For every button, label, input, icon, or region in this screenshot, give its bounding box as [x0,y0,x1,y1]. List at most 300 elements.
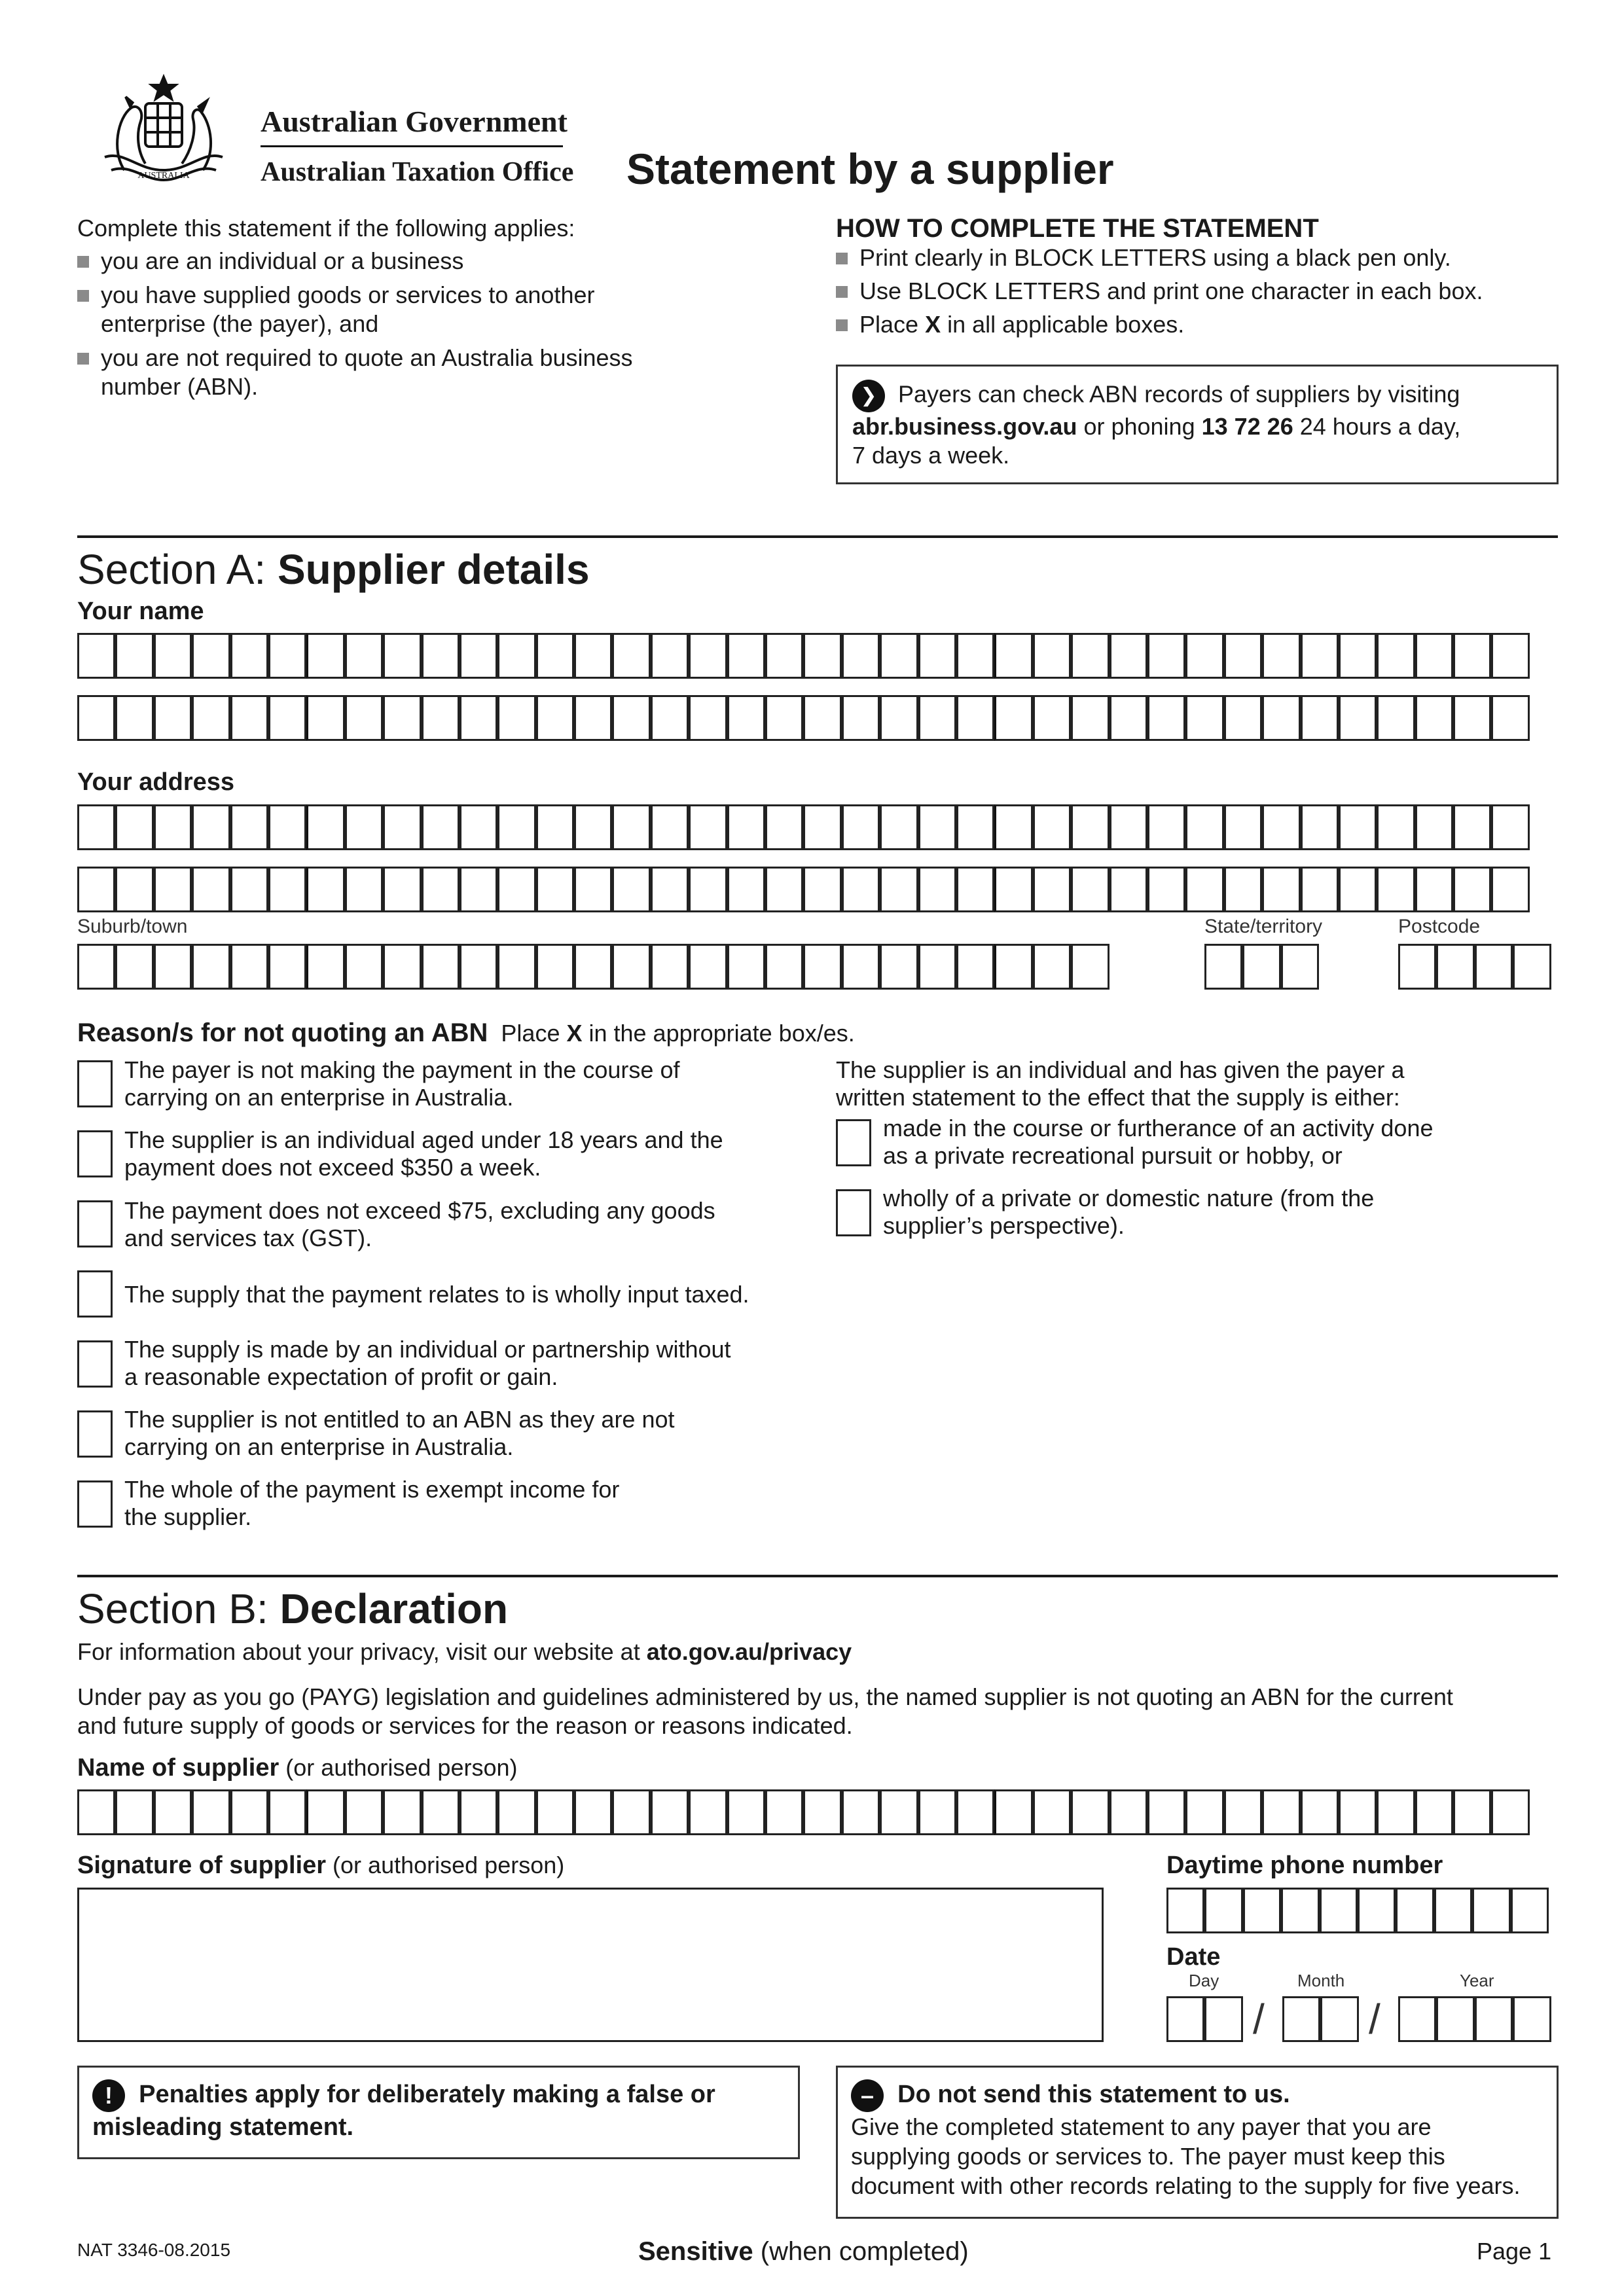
char-box[interactable] [727,867,765,912]
char-box[interactable] [689,633,727,679]
day-label: Day [1189,1971,1219,1990]
char-box[interactable] [1358,1888,1396,1933]
char-box[interactable] [1071,944,1109,990]
char-box[interactable] [956,695,994,741]
char-box[interactable] [918,944,956,990]
reason-checkbox-1[interactable] [77,1060,113,1107]
char-box[interactable] [1147,804,1185,850]
char-box[interactable] [918,633,956,679]
char-box[interactable] [1415,867,1453,912]
char-box[interactable] [803,695,841,741]
char-box[interactable] [306,867,344,912]
char-box[interactable] [689,1789,727,1835]
char-box[interactable] [345,944,383,990]
char-box[interactable] [1185,633,1223,679]
char-box[interactable] [422,633,460,679]
char-box[interactable] [803,633,841,679]
reason-heading: Reason/s for not quoting an ABN Place X in the appropriate box/es. [77,1018,855,1047]
char-box[interactable] [268,633,306,679]
char-box[interactable] [1475,1996,1513,2042]
char-box[interactable] [77,633,115,679]
individual-statement-intro: The supplier is an individual and has given the payer a written statement to the effect that the supply is either: [836,1056,1405,1111]
char-box[interactable] [1071,633,1109,679]
char-box[interactable] [880,633,918,679]
char-box[interactable] [154,633,192,679]
char-box[interactable] [880,695,918,741]
char-box[interactable] [574,1789,612,1835]
char-box[interactable] [77,1789,115,1835]
reason-option-hobby: made in the course or furtherance of an activity done as a private recreational pursuit or hobby, or [883,1115,1434,1169]
char-box[interactable] [612,633,650,679]
date-label: Date [1166,1943,1221,1971]
char-box[interactable] [230,944,268,990]
section-b-title: Section B: Declaration [77,1585,509,1632]
char-box[interactable] [1453,867,1491,912]
char-box[interactable] [918,804,956,850]
char-box[interactable] [689,695,727,741]
char-box[interactable] [574,633,612,679]
penalty-notice: ! Penalties apply for deliberately making a false or misleading statement. [77,2066,800,2159]
abn-info-line2: abr.business.gov.au or phoning 13 72 26 24 hours a day, [852,413,1461,440]
char-box[interactable] [842,867,880,912]
char-box[interactable] [1033,695,1071,741]
char-box[interactable] [1185,804,1223,850]
char-box[interactable] [574,804,612,850]
intro-lead: Complete this statement if the following applies: [77,215,575,242]
char-box[interactable] [651,944,689,990]
form-code: NAT 3346-08.2015 [77,2240,231,2260]
char-box[interactable] [1434,1888,1472,1933]
char-box[interactable] [115,695,153,741]
char-box[interactable] [727,1789,765,1835]
char-box[interactable] [803,804,841,850]
char-box[interactable] [1110,633,1147,679]
char-box[interactable] [1377,867,1415,912]
char-box[interactable] [651,1789,689,1835]
char-box[interactable] [1071,695,1109,741]
char-box[interactable] [422,1789,460,1835]
char-box[interactable] [497,867,535,912]
char-box[interactable] [460,867,497,912]
char-box[interactable] [765,695,803,741]
char-box[interactable] [1185,867,1223,912]
how-to-item: Print clearly in BLOCK LETTERS using a black pen only. [836,243,1562,272]
logo-divider [261,145,563,147]
char-box[interactable] [612,804,650,850]
char-box[interactable] [1436,1996,1474,2042]
char-box[interactable] [422,944,460,990]
char-box[interactable] [1491,867,1529,912]
char-box[interactable] [1415,633,1453,679]
char-box[interactable] [192,633,230,679]
char-box[interactable] [1453,1789,1491,1835]
char-box[interactable] [460,804,497,850]
char-box[interactable] [956,944,994,990]
char-box[interactable] [345,633,383,679]
char-box[interactable] [497,633,535,679]
char-box[interactable] [383,1789,421,1835]
char-box[interactable] [230,804,268,850]
char-box[interactable] [994,633,1032,679]
char-box[interactable] [1262,695,1300,741]
char-box[interactable] [154,944,192,990]
char-box[interactable] [306,695,344,741]
char-box[interactable] [1339,695,1377,741]
char-box[interactable] [956,1789,994,1835]
char-box[interactable] [689,944,727,990]
char-box[interactable] [918,867,956,912]
char-box[interactable] [1398,944,1436,990]
char-box[interactable] [1453,804,1491,850]
char-box[interactable] [574,867,612,912]
char-box[interactable] [1185,1789,1223,1835]
char-box[interactable] [1262,633,1300,679]
char-box[interactable] [574,695,612,741]
char-box[interactable] [727,633,765,679]
address-line-2-boxes[interactable] [77,867,1530,912]
char-box[interactable] [765,867,803,912]
char-box[interactable] [1339,867,1377,912]
char-box[interactable] [1243,1888,1281,1933]
char-box[interactable] [765,944,803,990]
reason-option-1: The payer is not making the payment in the course of carrying on an enterprise in Australia. [124,1056,680,1111]
char-box[interactable] [765,1789,803,1835]
char-box[interactable] [1377,804,1415,850]
char-box[interactable] [115,804,153,850]
char-box[interactable] [1033,633,1071,679]
char-box[interactable] [1262,867,1300,912]
char-box[interactable] [994,944,1032,990]
char-box[interactable] [1110,1789,1147,1835]
char-box[interactable] [268,944,306,990]
reason-checkbox-2[interactable] [77,1130,113,1177]
char-box[interactable] [306,804,344,850]
char-box[interactable] [842,695,880,741]
char-box[interactable] [1224,804,1262,850]
char-box[interactable] [192,804,230,850]
char-box[interactable] [803,944,841,990]
char-box[interactable] [1513,944,1551,990]
char-box[interactable] [1147,867,1185,912]
char-box[interactable] [1110,695,1147,741]
state-boxes[interactable] [1204,944,1319,990]
date-day-boxes[interactable] [1166,1996,1243,2042]
char-box[interactable] [956,804,994,850]
char-box[interactable] [727,944,765,990]
char-box[interactable] [842,1789,880,1835]
char-box[interactable] [497,804,535,850]
name-line-2-boxes[interactable] [77,695,1530,741]
char-box[interactable] [1491,1789,1529,1835]
char-box[interactable] [1262,1789,1300,1835]
char-box[interactable] [1475,944,1513,990]
no-entry-icon: – [851,2079,884,2112]
char-box[interactable] [1491,804,1529,850]
char-box[interactable] [1453,633,1491,679]
char-box[interactable] [383,695,421,741]
char-box[interactable] [77,695,115,741]
char-box[interactable] [1204,944,1242,990]
char-box[interactable] [842,804,880,850]
how-to-item: Use BLOCK LETTERS and print one character in each box. [836,277,1562,306]
char-box[interactable] [651,867,689,912]
char-box[interactable] [230,695,268,741]
char-box[interactable] [1204,1888,1242,1933]
char-box[interactable] [651,804,689,850]
char-box[interactable] [154,804,192,850]
char-box[interactable] [727,804,765,850]
year-label: Year [1460,1971,1494,1990]
char-box[interactable] [651,633,689,679]
abr-link[interactable]: abr.business.gov.au [852,413,1077,440]
char-box[interactable] [994,1789,1032,1835]
payg-text: Under pay as you go (PAYG) legislation and guidelines administered by us, the named supplier is not quoting an ABN for the current and future supply of goods or services for the reason or reasons indicated. [77,1683,1453,1739]
char-box[interactable] [1339,633,1377,679]
section-b-rule [77,1575,1558,1577]
reason-checkbox-6[interactable] [77,1410,113,1458]
char-box[interactable] [1071,804,1109,850]
char-box[interactable] [1415,695,1453,741]
date-slash: / [1369,1996,1380,2043]
char-box[interactable] [612,944,650,990]
char-box[interactable] [727,695,765,741]
char-box[interactable] [497,695,535,741]
char-box[interactable] [460,695,497,741]
char-box[interactable] [383,944,421,990]
reason-option-4: The supply that the payment relates to is wholly input taxed. [124,1281,749,1308]
char-box[interactable] [268,1789,306,1835]
char-box[interactable] [154,695,192,741]
char-box[interactable] [1033,944,1071,990]
address-line-1-boxes[interactable] [77,804,1530,850]
char-box[interactable] [460,944,497,990]
char-box[interactable] [1110,804,1147,850]
char-box[interactable] [689,867,727,912]
reason-checkbox-4[interactable] [77,1270,113,1318]
char-box[interactable] [1301,695,1339,741]
date-year-boxes[interactable] [1398,1996,1551,2042]
char-box[interactable] [345,695,383,741]
char-box[interactable] [994,695,1032,741]
char-box[interactable] [77,867,115,912]
section-a-rule [77,535,1558,538]
char-box[interactable] [842,633,880,679]
signature-box[interactable] [77,1888,1104,2042]
exclamation-icon: ! [92,2079,125,2112]
char-box[interactable] [115,867,153,912]
char-box[interactable] [612,695,650,741]
date-month-boxes[interactable] [1282,1996,1359,2042]
char-box[interactable] [192,695,230,741]
char-box[interactable] [880,804,918,850]
char-box[interactable] [1033,867,1071,912]
char-box[interactable] [115,633,153,679]
char-box[interactable] [192,1789,230,1835]
supplier-name-boxes[interactable] [77,1789,1530,1835]
char-box[interactable] [1339,804,1377,850]
char-box[interactable] [345,804,383,850]
char-box[interactable] [536,1789,574,1835]
char-box[interactable] [651,695,689,741]
char-box[interactable] [880,867,918,912]
govt-name: Australian Government [261,105,568,138]
char-box[interactable] [1453,695,1491,741]
char-box[interactable] [1147,633,1185,679]
char-box[interactable] [497,944,535,990]
sensitive-marking: Sensitive (when completed) [638,2237,969,2266]
char-box[interactable] [1033,804,1071,850]
privacy-link[interactable]: ato.gov.au/privacy [646,1638,852,1665]
char-box[interactable] [1242,944,1280,990]
char-box[interactable] [1320,1888,1358,1933]
char-box[interactable] [956,867,994,912]
char-box[interactable] [1415,804,1453,850]
abn-info-line3: 7 days a week. [852,442,1010,469]
char-box[interactable] [994,867,1032,912]
postcode-boxes[interactable] [1398,944,1551,990]
reason-checkbox-7[interactable] [77,1480,113,1528]
char-box[interactable] [383,867,421,912]
char-box[interactable] [115,1789,153,1835]
char-box[interactable] [880,944,918,990]
char-box[interactable] [154,867,192,912]
char-box[interactable] [1071,867,1109,912]
char-box[interactable] [803,1789,841,1835]
char-box[interactable] [689,804,727,850]
char-box[interactable] [1071,1789,1109,1835]
phone-label: Daytime phone number [1166,1852,1443,1879]
char-box[interactable] [230,1789,268,1835]
char-box[interactable] [115,944,153,990]
char-box[interactable] [422,867,460,912]
char-box[interactable] [306,1789,344,1835]
char-box[interactable] [1166,1888,1204,1933]
your-address-label: Your address [77,768,235,796]
char-box[interactable] [1301,1789,1339,1835]
char-box[interactable] [192,944,230,990]
char-box[interactable] [460,633,497,679]
char-box[interactable] [1262,804,1300,850]
char-box[interactable] [994,804,1032,850]
char-box[interactable] [612,1789,650,1835]
reason-checkbox-hobby[interactable] [836,1119,871,1166]
suburb-boxes[interactable] [77,944,1110,990]
char-box[interactable] [1339,1789,1377,1835]
reason-checkbox-3[interactable] [77,1200,113,1247]
char-box[interactable] [1301,804,1339,850]
char-box[interactable] [1110,867,1147,912]
char-box[interactable] [1377,695,1415,741]
char-box[interactable] [536,633,574,679]
char-box[interactable] [497,1789,535,1835]
do-not-send-notice: – Do not send this statement to us. Give the completed statement to any payer that you are supplying goods or services to. The payer must keep this document with other records relating to the supply for five years. [836,2066,1559,2219]
reason-checkbox-5[interactable] [77,1340,113,1388]
char-box[interactable] [306,633,344,679]
char-box[interactable] [306,944,344,990]
char-box[interactable] [268,695,306,741]
char-box[interactable] [1511,1888,1549,1933]
char-box[interactable] [1436,944,1474,990]
char-box[interactable] [1282,1996,1320,2042]
char-box[interactable] [345,1789,383,1835]
char-box[interactable] [268,804,306,850]
char-box[interactable] [1033,1789,1071,1835]
char-box[interactable] [422,804,460,850]
char-box[interactable] [1396,1888,1434,1933]
char-box[interactable] [1491,695,1529,741]
char-box[interactable] [1185,695,1223,741]
char-box[interactable] [230,867,268,912]
char-box[interactable] [765,633,803,679]
char-box[interactable] [268,867,306,912]
char-box[interactable] [192,867,230,912]
char-box[interactable] [803,867,841,912]
char-box[interactable] [1166,1996,1204,2042]
char-box[interactable] [1147,1789,1185,1835]
char-box[interactable] [1415,1789,1453,1835]
char-box[interactable] [1301,867,1339,912]
char-box[interactable] [1377,633,1415,679]
char-box[interactable] [1281,1888,1319,1933]
char-box[interactable] [1224,867,1262,912]
char-box[interactable] [383,633,421,679]
char-box[interactable] [956,633,994,679]
char-box[interactable] [765,804,803,850]
char-box[interactable] [383,804,421,850]
char-box[interactable] [1377,1789,1415,1835]
reason-checkbox-private[interactable] [836,1189,871,1236]
char-box[interactable] [1320,1996,1358,2042]
date-slash: / [1253,1996,1265,2043]
char-box[interactable] [536,944,574,990]
char-box[interactable] [918,695,956,741]
char-box[interactable] [1281,944,1319,990]
section-a-title: Section A: Supplier details [77,546,590,593]
abn-info-line1: ❯ Payers can check ABN records of suppliers by visiting [852,380,1542,412]
char-box[interactable] [536,867,574,912]
char-box[interactable] [1301,633,1339,679]
char-box[interactable] [1224,1789,1262,1835]
char-box[interactable] [1513,1996,1551,2042]
char-box[interactable] [918,1789,956,1835]
name-line-1-boxes[interactable] [77,633,1530,679]
char-box[interactable] [536,695,574,741]
char-box[interactable] [460,1789,497,1835]
reason-option-3: The payment does not exceed $75, excluding any goods and services tax (GST). [124,1197,715,1251]
char-box[interactable] [154,1789,192,1835]
char-box[interactable] [345,867,383,912]
char-box[interactable] [230,633,268,679]
char-box[interactable] [1398,1996,1436,2042]
char-box[interactable] [842,944,880,990]
char-box[interactable] [880,1789,918,1835]
privacy-text: For information about your privacy, visit our website at ato.gov.au/privacy [77,1638,852,1665]
char-box[interactable] [1147,695,1185,741]
char-box[interactable] [574,944,612,990]
char-box[interactable] [536,804,574,850]
char-box[interactable] [77,944,115,990]
char-box[interactable] [77,804,115,850]
char-box[interactable] [422,695,460,741]
char-box[interactable] [1204,1996,1242,2042]
char-box[interactable] [612,867,650,912]
char-box[interactable] [1491,633,1529,679]
char-box[interactable] [1224,695,1262,741]
char-box[interactable] [1472,1888,1510,1933]
intro-bullet: you are not required to quote an Australia business number (ABN). [77,344,706,401]
char-box[interactable] [1224,633,1262,679]
phone-boxes[interactable] [1166,1888,1549,1933]
